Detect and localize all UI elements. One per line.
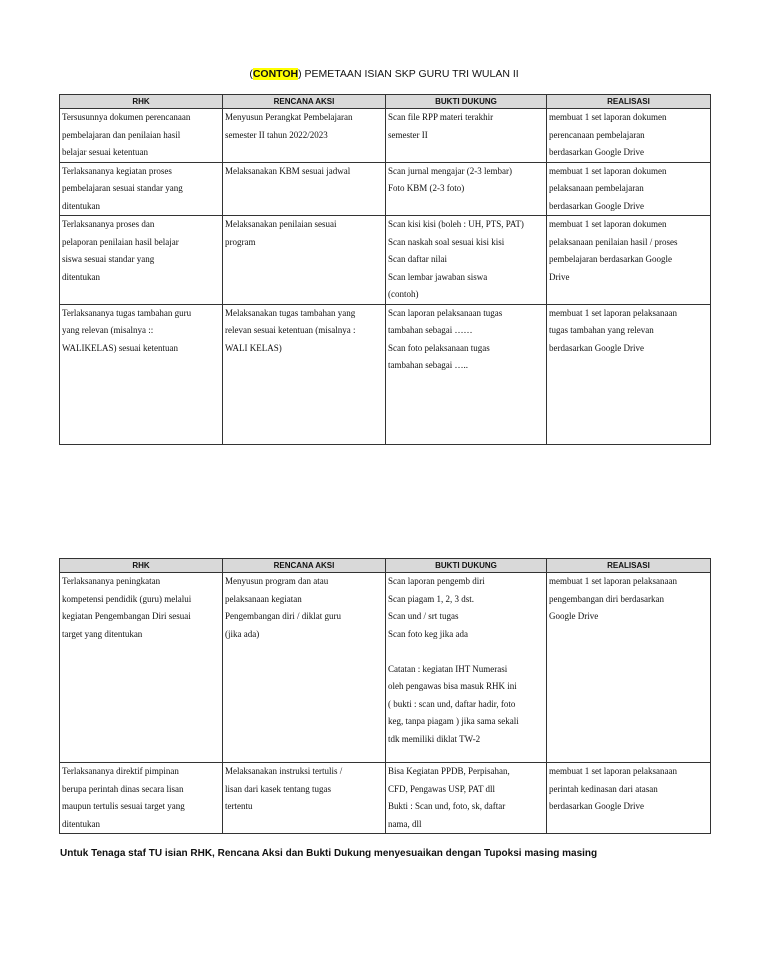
cell-line: Foto KBM (2-3 foto) <box>388 183 465 193</box>
cell-realisasi <box>547 573 711 763</box>
header-bukti-dukung: BUKTI DUKUNG <box>386 559 547 573</box>
cell-line: relevan sesuai ketentuan (misalnya : <box>225 325 356 335</box>
cell-bukti-dukung <box>386 763 547 834</box>
cell-line: Terlaksananya tugas tambahan guru <box>62 307 192 318</box>
cell-line: maupun tertulis sesuai target yang <box>62 801 185 811</box>
cell-line: Scan kisi kisi (boleh : UH, PTS, PAT) <box>388 219 524 229</box>
header-rhk: RHK <box>60 95 223 109</box>
cell-line: tugas tambahan yang relevan <box>549 325 654 335</box>
cell-line: WALIKELAS) sesuai ketentuan <box>62 342 178 353</box>
cell-line: Scan laporan pengemb diri <box>388 576 485 586</box>
cell-rencana-aksi <box>223 109 386 163</box>
cell-line <box>388 643 544 661</box>
cell-bukti-dukung <box>386 216 547 305</box>
cell-line: membuat 1 set laporan dokumen <box>549 219 667 229</box>
cell-line: (jika ada) <box>225 628 260 639</box>
cell-line: membuat 1 set laporan dokumen <box>549 112 667 122</box>
cell-line: pembelajaran berdasarkan Google <box>549 254 672 264</box>
cell-line: pelaksanaan pembelajaran <box>549 183 644 193</box>
cell-line: tertentu <box>225 801 253 811</box>
table-skp-1 <box>59 94 711 445</box>
cell-line: Menyusun Perangkat Pembelajaran <box>225 112 353 122</box>
cell-line: ( bukti : scan und, daftar hadir, foto <box>388 698 516 709</box>
cell-line: Menyusun program dan atau <box>225 576 329 586</box>
cell-line: pengembangan diri berdasarkan <box>549 593 664 604</box>
cell-line: tdk memiliki diklat TW-2 <box>388 733 481 744</box>
cell-line: CFD, Pengawas USP, PAT dll <box>388 783 496 794</box>
cell-line: tambahan sebagai ….. <box>388 360 468 370</box>
cell-line: berupa perintah dinas secara lisan <box>62 783 184 794</box>
cell-realisasi <box>547 162 711 216</box>
cell-line: Bukti : Scan und, foto, sk, daftar <box>388 801 506 811</box>
cell-line: Terlaksananya proses dan <box>62 219 155 229</box>
cell-line: yang relevan (misalnya :: <box>62 325 154 335</box>
cell-line: Bisa Kegiatan PPDB, Perpisahan, <box>388 766 510 776</box>
cell-bukti-dukung <box>386 304 547 444</box>
cell-line: Scan jurnal mengajar (2-3 lembar) <box>388 165 512 176</box>
cell-line: Pengembangan diri / diklat guru <box>225 611 341 621</box>
cell-line: ditentukan <box>62 271 100 282</box>
table-header-row <box>60 95 711 109</box>
cell-rencana-aksi <box>223 216 386 305</box>
header-rencana-aksi: RENCANA AKSI <box>223 95 386 109</box>
cell-line: perintah kedinasan dari atasan <box>549 783 658 794</box>
table-header-row <box>60 559 711 573</box>
cell-line: pelaporan penilaian hasil belajar <box>62 236 179 247</box>
cell-line: semester II <box>388 129 428 140</box>
cell-line: Scan foto pelaksanaan tugas <box>388 342 490 353</box>
cell-line: membuat 1 set laporan pelaksanaan <box>549 576 677 586</box>
cell-line: nama, dll <box>388 818 422 829</box>
header-realisasi: REALISASI <box>547 559 711 573</box>
cell-line: oleh pengawas bisa masuk RHK ini <box>388 681 517 691</box>
cell-rhk <box>60 162 223 216</box>
cell-line: pelaksanaan kegiatan <box>225 593 302 604</box>
cell-rencana-aksi <box>223 763 386 834</box>
cell-line: keg, tanpa piagam ) jika sama sekali <box>388 716 519 726</box>
cell-line: perencanaan pembelajaran <box>549 129 645 140</box>
cell-line: membuat 1 set laporan pelaksanaan <box>549 307 677 318</box>
header-bukti-dukung: BUKTI DUKUNG <box>386 95 547 109</box>
cell-line: siswa sesuai standar yang <box>62 254 155 264</box>
cell-line: program <box>225 236 256 247</box>
table-row <box>60 304 711 444</box>
page-title <box>0 68 768 80</box>
cell-line: pelaksanaan penilaian hasil / proses <box>549 236 678 247</box>
cell-line: berdasarkan Google Drive <box>549 200 644 211</box>
cell-line: berdasarkan Google Drive <box>549 801 644 811</box>
table-row <box>60 573 711 763</box>
cell-line: Google Drive <box>549 611 599 621</box>
title-text: PEMETAAN ISIAN SKP GURU TRI WULAN II <box>301 68 519 80</box>
table-row <box>60 109 711 163</box>
cell-line: Scan foto keg jika ada <box>388 628 468 639</box>
cell-realisasi <box>547 304 711 444</box>
title-paren-close: ) <box>298 68 302 80</box>
cell-line: Terlaksananya peningkatan <box>62 576 161 586</box>
cell-realisasi <box>547 216 711 305</box>
cell-line: tambahan sebagai …… <box>388 325 473 335</box>
cell-line: pembelajaran sesuai standar yang <box>62 183 183 193</box>
cell-line: WALI KELAS) <box>225 342 282 353</box>
cell-rhk <box>60 216 223 305</box>
cell-line: berdasarkan Google Drive <box>549 147 644 157</box>
cell-rencana-aksi <box>223 573 386 763</box>
cell-line: Scan daftar nilai <box>388 254 447 264</box>
cell-line: Melaksanakan instruksi tertulis / <box>225 766 343 776</box>
cell-line: kegiatan Pengembangan Diri sesuai <box>62 611 191 621</box>
cell-line: Melaksanakan tugas tambahan yang <box>225 307 356 318</box>
cell-line: Terlaksananya kegiatan proses <box>62 165 172 176</box>
cell-line: pembelajaran dan penilaian hasil <box>62 129 181 140</box>
cell-line: Drive <box>549 271 570 282</box>
header-realisasi: REALISASI <box>547 95 711 109</box>
cell-line: berdasarkan Google Drive <box>549 342 644 353</box>
cell-line: membuat 1 set laporan pelaksanaan <box>549 766 677 776</box>
cell-line: Terlaksananya direktif pimpinan <box>62 766 179 776</box>
cell-line: Scan naskah soal sesuai kisi kisi <box>388 236 505 247</box>
cell-line: Scan und / srt tugas <box>388 611 459 621</box>
cell-line: semester II tahun 2022/2023 <box>225 129 328 140</box>
header-rhk: RHK <box>60 559 223 573</box>
cell-line: (contoh) <box>388 289 419 299</box>
cell-line: Scan piagam 1, 2, 3 dst. <box>388 593 474 604</box>
cell-line: Melaksanakan penilaian sesuai <box>225 219 337 229</box>
cell-line: Scan lembar jawaban siswa <box>388 271 488 282</box>
cell-bukti-dukung <box>386 109 547 163</box>
cell-line: ditentukan <box>62 200 100 211</box>
footer-note: Untuk Tenaga staf TU isian RHK, Rencana Aksi dan Bukti Dukung menyesuaikan dengan Tupoksi masing masing <box>60 848 598 859</box>
cell-rencana-aksi <box>223 304 386 444</box>
cell-realisasi <box>547 109 711 163</box>
table-row <box>60 216 711 305</box>
cell-line: Catatan : kegiatan IHT Numerasi <box>388 663 508 674</box>
table-skp-2 <box>59 558 711 834</box>
cell-line: kompetensi pendidik (guru) melalui <box>62 593 192 604</box>
cell-line: Tersusunnya dokumen perencanaan <box>62 112 191 122</box>
cell-rhk <box>60 109 223 163</box>
cell-realisasi <box>547 763 711 834</box>
cell-rhk <box>60 573 223 763</box>
cell-rhk <box>60 763 223 834</box>
cell-line: target yang ditentukan <box>62 628 143 639</box>
cell-line: ditentukan <box>62 818 100 829</box>
cell-line: lisan dari kasek tentang tugas <box>225 783 331 794</box>
table-row <box>60 763 711 834</box>
cell-rhk <box>60 304 223 444</box>
cell-bukti-dukung <box>386 573 547 763</box>
cell-line: Scan laporan pelaksanaan tugas <box>388 307 503 318</box>
table-row <box>60 162 711 216</box>
cell-line: membuat 1 set laporan dokumen <box>549 165 667 176</box>
cell-rencana-aksi <box>223 162 386 216</box>
title-paren-open: ( <box>249 68 253 80</box>
cell-line: belajar sesuai ketentuan <box>62 147 148 157</box>
cell-line: Melaksanakan KBM sesuai jadwal <box>225 165 351 176</box>
cell-line: Scan file RPP materi terakhir <box>388 112 494 122</box>
title-highlight: CONTOH <box>252 68 299 80</box>
cell-bukti-dukung <box>386 162 547 216</box>
header-rencana-aksi: RENCANA AKSI <box>223 559 386 573</box>
